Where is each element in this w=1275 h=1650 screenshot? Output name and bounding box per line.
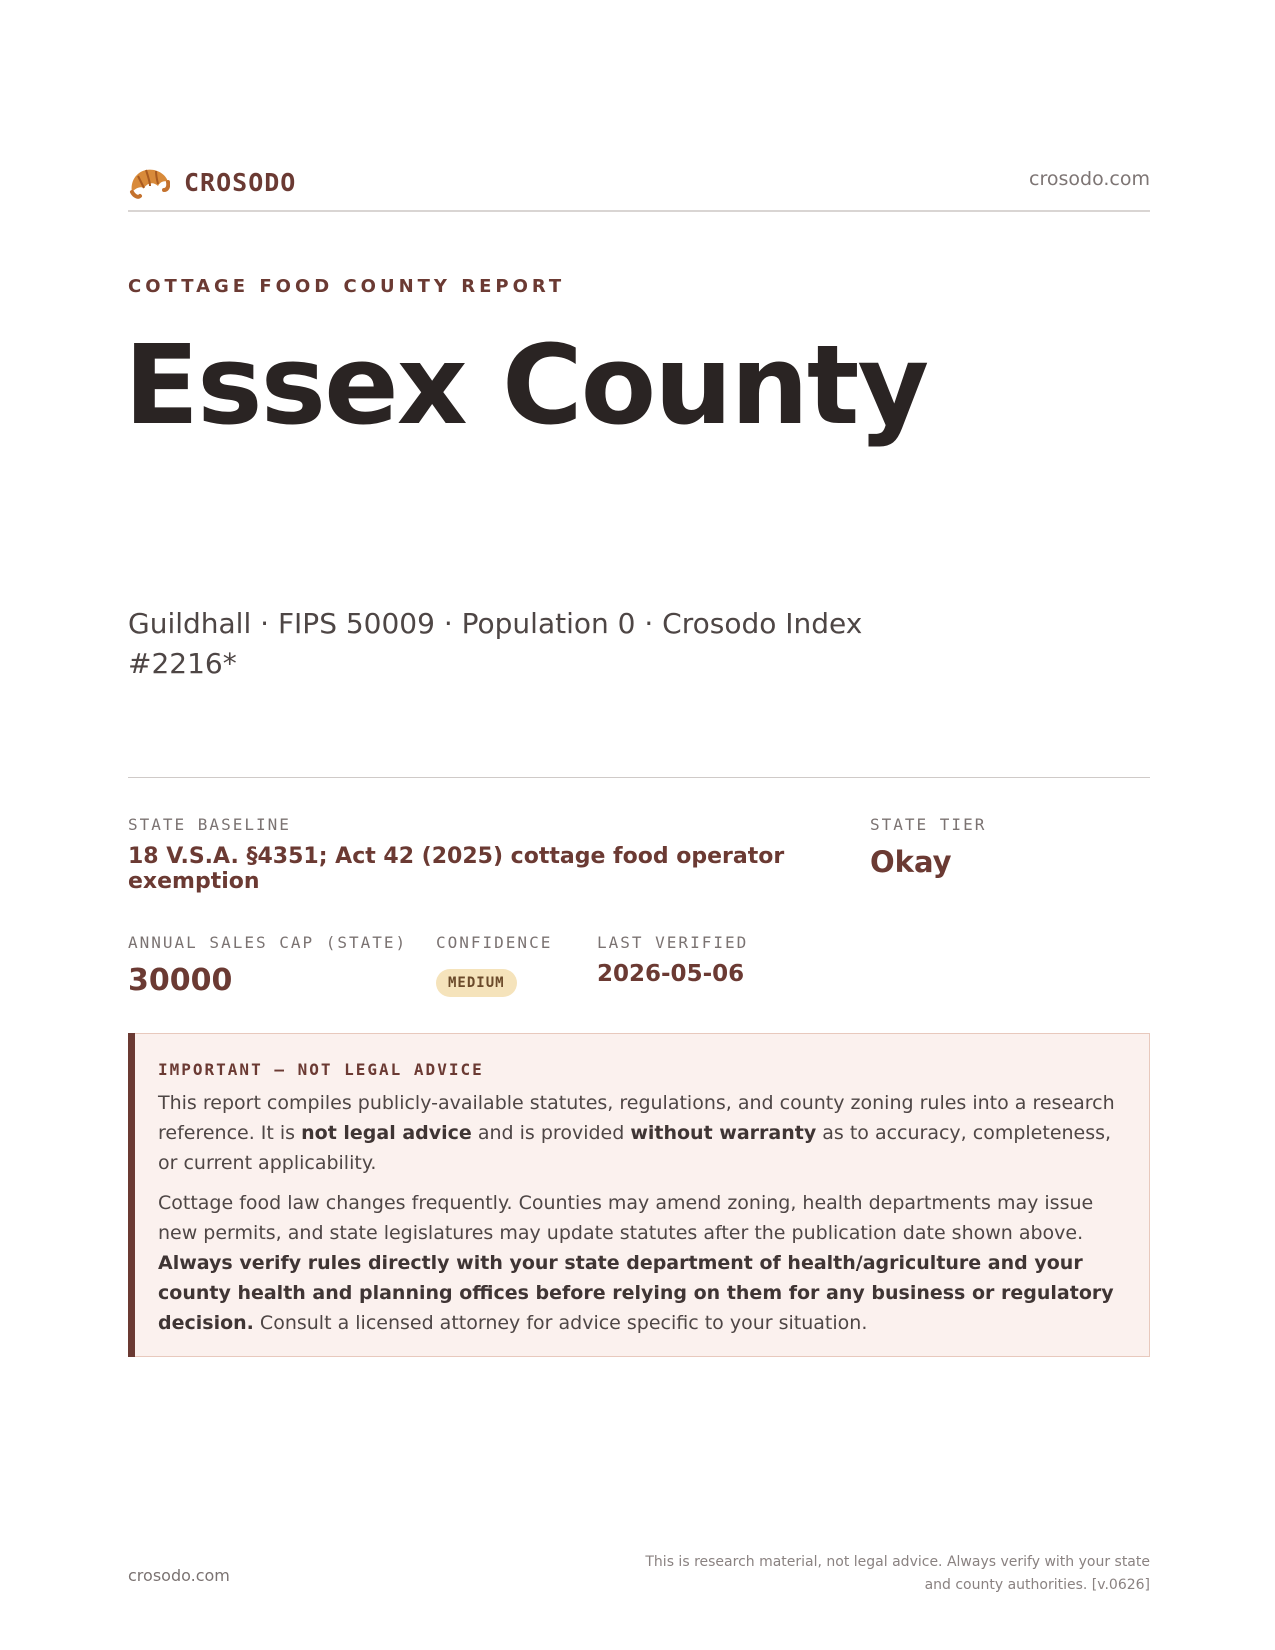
brand-name: CROSODO — [184, 167, 297, 197]
confidence-badge: MEDIUM — [436, 969, 517, 997]
confidence-label: CONFIDENCE — [436, 933, 553, 952]
state-baseline-label: STATE BASELINE — [128, 815, 291, 834]
sales-cap-value: 30000 — [128, 963, 233, 998]
last-verified-label: LAST VERIFIED — [597, 933, 749, 952]
header-site-url[interactable]: crosodo.com — [1029, 168, 1150, 190]
notice-paragraph-1 — [158, 1088, 1122, 1178]
header-divider — [128, 210, 1150, 212]
section-divider — [128, 777, 1150, 778]
notice-emphasis: not legal advice — [301, 1122, 472, 1144]
brand — [128, 162, 296, 202]
footer-disclaimer: This is research material, not legal advice. Always verify with your state and county authorities. [v.0626] — [645, 1554, 1150, 1593]
notice-body — [158, 1088, 1122, 1348]
notice-text: and is provided — [471, 1122, 631, 1144]
legal-notice — [128, 1033, 1150, 1357]
notice-text: This report compiles publicly-available statutes, regulations, and county zoning rules into a research reference. It is — [158, 1092, 1115, 1144]
notice-title: IMPORTANT — NOT LEGAL ADVICE — [158, 1060, 484, 1079]
report-eyebrow: COTTAGE FOOD COUNTY REPORT — [128, 276, 566, 297]
page-header — [128, 158, 1150, 210]
notice-text: as to accuracy, completeness, or current applicability. — [158, 1122, 1112, 1174]
last-verified-value: 2026-05-06 — [597, 961, 745, 987]
state-tier-value: Okay — [870, 845, 952, 879]
notice-text: Consult a licensed attorney for advice specific to your situation. — [253, 1312, 868, 1334]
state-baseline-value: 18 V.S.A. §4351; Act 42 (2025) cottage food operator exemption — [128, 844, 785, 894]
report-page — [124, 0, 1150, 1650]
footer-site-url[interactable]: crosodo.com — [128, 1566, 230, 1585]
notice-accent-bar — [128, 1033, 135, 1357]
notice-text: Cottage food law changes frequently. Counties may amend zoning, health departments may issue new permits, and state legislatures may update statutes after the publication date shown above. — [158, 1192, 1094, 1244]
page-title: Essex County — [124, 321, 928, 449]
state-tier-label: STATE TIER — [870, 815, 987, 834]
sales-cap-label: ANNUAL SALES CAP (STATE) — [128, 933, 408, 952]
report-subtitle: Guildhall · FIPS 50009 · Population 0 · Crosodo Index #2216* — [128, 607, 863, 680]
croissant-icon — [128, 162, 170, 202]
notice-emphasis: Always verify rules directly with your state department of health/agriculture and your county health and planning offices before relying on them for any business or regulatory decision. — [158, 1252, 1114, 1334]
notice-paragraph-2 — [158, 1188, 1122, 1338]
notice-emphasis: without warranty — [630, 1122, 817, 1144]
